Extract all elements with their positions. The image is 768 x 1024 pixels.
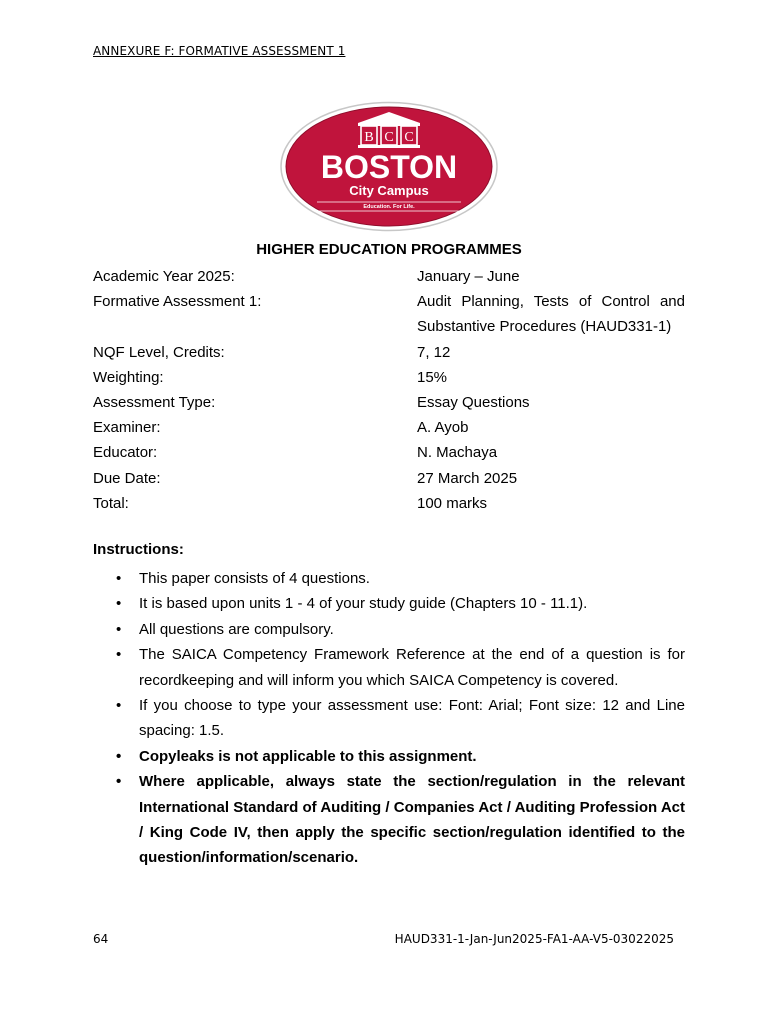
- logo-graphic: [279, 100, 499, 233]
- programme-title: HIGHER EDUCATION PROGRAMMES: [256, 241, 522, 258]
- detail-row: [93, 466, 685, 491]
- detail-label: Due Date:: [93, 469, 161, 487]
- instruction-item: [93, 693, 685, 744]
- logo-name: BOSTON: [320, 149, 458, 185]
- detail-value: 100 marks: [417, 494, 488, 512]
- detail-row: [93, 390, 685, 415]
- detail-value: 27 March 2025: [417, 469, 518, 487]
- instruction-text: The SAICA Competency Framework Reference at the end of a question is for recordkeeping and will inform you which SAICA Competency is covered.: [139, 646, 685, 689]
- document-code: HAUD331-1-Jan-Jun2025-FA1-AA-V5-03022025: [394, 932, 674, 946]
- bullet-icon: •: [116, 646, 122, 664]
- instruction-item: [93, 566, 685, 591]
- instruction-text: Where applicable, always state the section/regulation in the relevant International Standard of Auditing / Companies Act / Auditing Profession Act / King Code IV, then apply the specific section/regulation identified to the question/information/scenario.: [139, 773, 685, 867]
- detail-row: [93, 491, 685, 516]
- instruction-item: [93, 617, 685, 642]
- logo-initial-2: C: [384, 130, 394, 145]
- annexure-heading: ANNEXURE F: FORMATIVE ASSESSMENT 1: [93, 44, 346, 58]
- bullet-icon: •: [116, 697, 122, 715]
- detail-label: Examiner:: [93, 419, 161, 437]
- detail-value: January – June: [417, 268, 520, 285]
- detail-label: Educator:: [93, 444, 158, 462]
- bullet-icon: •: [116, 570, 122, 587]
- detail-label: NQF Level, Credits:: [93, 343, 225, 361]
- logo-initial-3: C: [404, 130, 414, 145]
- instruction-item: [93, 591, 685, 616]
- detail-row: [93, 415, 685, 440]
- instruction-text: Copyleaks is not applicable to this assignment.: [139, 747, 477, 765]
- detail-label: Weighting:: [93, 368, 164, 386]
- instruction-text: If you choose to type your assessment use: Font: Arial; Font size: 12 and Line spacing: 1.5.: [139, 697, 685, 740]
- detail-label: Assessment Type:: [93, 394, 216, 412]
- instruction-text: All questions are compulsory.: [139, 620, 334, 638]
- logo-tagline: Education. For Life.: [363, 204, 415, 210]
- detail-row: [93, 365, 685, 390]
- bullet-icon: •: [116, 595, 122, 613]
- detail-row: [93, 264, 685, 289]
- logo-subtitle: City Campus: [349, 183, 429, 198]
- detail-value: Audit Planning, Tests of Control and Substantive Procedures (HAUD331-1): [417, 293, 685, 336]
- detail-value: N. Machaya: [417, 444, 498, 462]
- instructions-list: [93, 566, 685, 871]
- detail-label: Total:: [93, 494, 129, 512]
- instruction-item: [93, 642, 685, 693]
- detail-label: Academic Year 2025:: [93, 268, 235, 285]
- detail-value: Essay Questions: [417, 394, 530, 412]
- bullet-icon: •: [116, 747, 122, 765]
- page-number: 64: [93, 932, 109, 946]
- detail-value: 15%: [417, 368, 448, 386]
- assessment-details: [93, 264, 685, 516]
- detail-label: Formative Assessment 1:: [93, 293, 262, 311]
- detail-row: [93, 340, 685, 365]
- logo-initial-1: B: [364, 130, 374, 145]
- instruction-text: It is based upon units 1 - 4 of your study guide (Chapters 10 - 11.1).: [139, 595, 588, 613]
- instruction-item: [93, 744, 685, 769]
- bullet-icon: •: [116, 773, 122, 791]
- instructions-title: Instructions:: [93, 541, 184, 558]
- detail-value: 7, 12: [417, 343, 451, 361]
- detail-row: [93, 440, 685, 465]
- boston-city-campus-logo: [279, 100, 499, 233]
- instruction-text: This paper consists of 4 questions.: [139, 570, 370, 587]
- detail-row: [93, 289, 685, 339]
- bullet-icon: •: [116, 620, 122, 638]
- instruction-item: [93, 769, 685, 871]
- detail-value: A. Ayob: [417, 419, 469, 437]
